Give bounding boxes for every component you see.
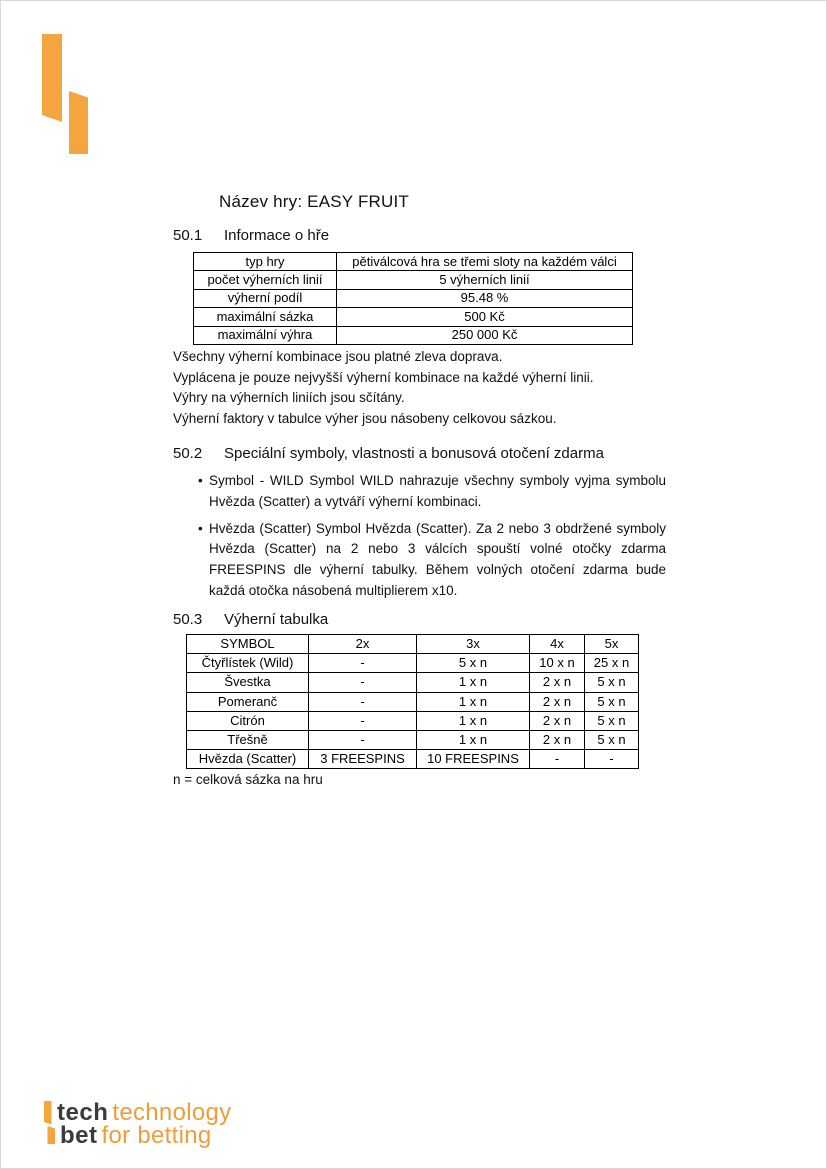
symbol-name: Citrón	[187, 711, 309, 730]
list-item-text: Symbol - WILD Symbol WILD nahrazuje všechny symboly vyjma symbolu Hvězda (Scatter) a vytváří výherní kombinaci.	[209, 473, 666, 509]
table-row	[194, 289, 633, 307]
payout-cell: 5 x n	[585, 730, 639, 749]
paytable-header-row	[187, 635, 639, 654]
payout-cell: 1 x n	[417, 692, 530, 711]
section-number: 50.2	[173, 445, 203, 462]
table-row	[187, 673, 639, 692]
info-value: 95.48 %	[337, 289, 633, 307]
payout-cell: 2 x n	[530, 673, 585, 692]
payout-cell: 2 x n	[530, 730, 585, 749]
section-heading-50-3	[173, 611, 328, 628]
paytable-footnote: n = celková sázka na hru	[173, 772, 323, 787]
payout-cell: -	[585, 750, 639, 769]
section-heading-50-2	[173, 445, 604, 462]
payout-cell: -	[530, 750, 585, 769]
column-header: 2x	[309, 635, 417, 654]
table-row	[194, 271, 633, 289]
table-row	[187, 730, 639, 749]
payout-cell: 2 x n	[530, 711, 585, 730]
info-label: výherní podíl	[194, 289, 337, 307]
bullet-icon: •	[198, 520, 203, 536]
info-value: 250 000 Kč	[337, 326, 633, 344]
section-title: Informace o hře	[224, 227, 330, 244]
intro-line: Vyplácena je pouze nejvyšší výherní kombinace na každé výherní linii.	[173, 369, 594, 385]
brand-bet: bet	[60, 1122, 98, 1149]
table-row	[194, 326, 633, 344]
payout-cell: 25 x n	[585, 654, 639, 673]
info-value: pětiválcová hra se třemi sloty na každém válci	[337, 253, 633, 271]
info-label: typ hry	[194, 253, 337, 271]
section-title: Speciální symboly, vlastnosti a bonusová otočení zdarma	[224, 445, 604, 462]
column-header: 4x	[530, 635, 585, 654]
table-row	[187, 750, 639, 769]
symbol-name: Třešně	[187, 730, 309, 749]
column-header: 5x	[585, 635, 639, 654]
list-item	[198, 519, 666, 602]
brand-tech: tech	[57, 1099, 109, 1126]
paytable	[186, 634, 639, 769]
footer-logo-bar-top	[44, 1101, 52, 1125]
info-label: maximální sázka	[194, 308, 337, 326]
section-number: 50.1	[173, 227, 203, 244]
payout-cell: 5 x n	[585, 673, 639, 692]
payout-cell: 1 x n	[417, 730, 530, 749]
column-header: SYMBOL	[187, 635, 309, 654]
table-row	[194, 308, 633, 326]
info-label: maximální výhra	[194, 326, 337, 344]
payout-cell: 10 FREESPINS	[417, 750, 530, 769]
payout-cell: -	[309, 692, 417, 711]
symbol-name: Pomeranč	[187, 692, 309, 711]
column-header: 3x	[417, 635, 530, 654]
info-label: počet výherních linií	[194, 271, 337, 289]
logo-bar-right	[69, 91, 88, 154]
payout-cell: 3 FREESPINS	[309, 750, 417, 769]
symbol-name: Švestka	[187, 673, 309, 692]
payout-cell: 5 x n	[417, 654, 530, 673]
techbet-footer-logo-mark	[44, 1101, 56, 1144]
page-title: Název hry: EASY FRUIT	[219, 192, 409, 211]
list-item	[198, 471, 666, 513]
section-title: Výherní tabulka	[224, 611, 329, 628]
brand-for-betting: for betting	[101, 1122, 212, 1149]
intro-paragraph	[173, 347, 593, 429]
table-row	[194, 253, 633, 271]
info-value: 5 výherních linií	[337, 271, 633, 289]
payout-cell: -	[309, 711, 417, 730]
brand-technology: technology	[112, 1099, 232, 1126]
payout-cell: 2 x n	[530, 692, 585, 711]
intro-line: Všechny výherní kombinace jsou platné zleva doprava.	[173, 349, 503, 364]
payout-cell: -	[309, 730, 417, 749]
symbol-name: Hvězda (Scatter)	[187, 750, 309, 769]
payout-cell: 5 x n	[585, 692, 639, 711]
payout-cell: 1 x n	[417, 711, 530, 730]
table-row	[187, 692, 639, 711]
section-number: 50.3	[173, 611, 203, 628]
special-symbols-list	[198, 471, 666, 608]
intro-line: Výhry na výherních liniích jsou sčítány.	[173, 390, 405, 406]
payout-cell: -	[309, 673, 417, 692]
info-value: 500 Kč	[337, 308, 633, 326]
bullet-icon: •	[198, 473, 203, 488]
section-heading-50-1	[173, 227, 329, 244]
footer-brand-line-1	[57, 1099, 232, 1126]
game-info-table	[193, 252, 633, 345]
footer-brand-line-2	[60, 1122, 212, 1149]
techbet-logo-mark	[42, 34, 88, 154]
list-item-text: Hvězda (Scatter) Symbol Hvězda (Scatter). Za 2 nebo 3 obdržené symboly Hvězda (Scatter) na 2 nebo 3 válcích spouští volné otočky zdarma FREESPINS dle výherní tabulky. Během volných otočení zdarma bude každá otočka násobená multiplierem x10.	[209, 520, 666, 598]
payout-cell: 10 x n	[530, 654, 585, 673]
payout-cell: 5 x n	[585, 711, 639, 730]
table-row	[187, 654, 639, 673]
symbol-name: Čtyřlístek (Wild)	[187, 654, 309, 673]
payout-cell: 1 x n	[417, 673, 530, 692]
footer-logo-bar-bottom	[48, 1126, 56, 1144]
intro-line: Výherní faktory v tabulce výher jsou násobeny celkovou sázkou.	[173, 410, 557, 426]
payout-cell: -	[309, 654, 417, 673]
logo-bar-left	[42, 34, 62, 122]
table-row	[187, 711, 639, 730]
